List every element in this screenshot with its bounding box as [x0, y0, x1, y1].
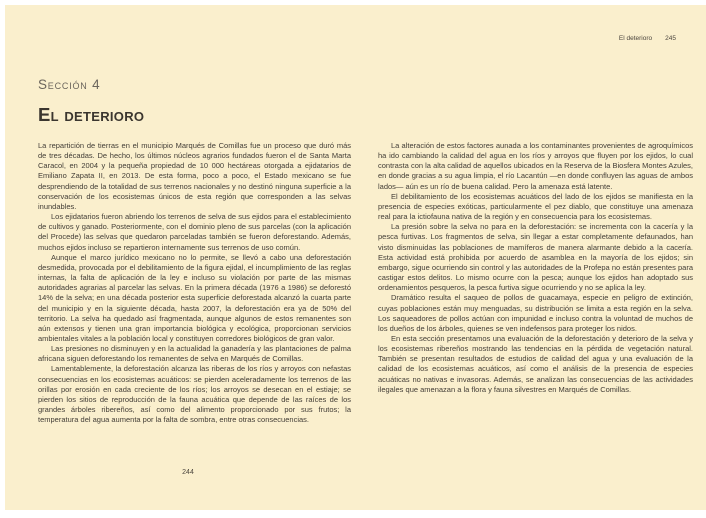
paragraph: En esta sección presentamos una evaluación de la deforestación y deterioro de la selva y los ecosistemas ribereños mostrando las tendencias en la pérdida de vegetación natural. También se presentan resultados de estudios de calidad del agua y una evaluación de la calidad de los ecosistemas acuáticos, así como el análisis de la presencia de especies acuáticas no nativas e invasoras. Además, se analizan las consecuencias de las actividades ilegales que amenazan a la flora y fauna silvestres en Marqués de Comillas.: [378, 333, 693, 394]
paragraph: Las presiones no disminuyen y en la actualidad la ganadería y las plantaciones de palma africana siguen deforestando los remanentes de selva en Marqués de Comillas.: [38, 344, 351, 364]
right-page-body: [378, 141, 693, 395]
paragraph: La repartición de tierras en el municipio Marqués de Comillas fue un proceso que duró más de tres décadas. De hecho, los últimos núcleos agrarios fundados fueron el de Santa Marta Caracol, en 2004 y la pequeña propiedad de 10 000 hectáreas otorgada a ejidatarios de Emiliano Zapata II, en 2013. De esta forma, poco a poco, el Estado mexicano se fue desprendiendo de la totalidad de sus terrenos nacionales y no destinó ninguna superficie a la conservación de los ecosistemas únicos de esta región que corresponden a las selvas inundables.: [38, 141, 351, 211]
left-page-body: [38, 141, 351, 425]
running-header-title: El deterioro: [618, 35, 653, 42]
paragraph: La presión sobre la selva no para en la deforestación: se incrementa con la cacería y la pesca furtivas. Los fragmentos de selva, sin llegar a estar completamente defaunados, han visto disminuidas las poblaciones de mamíferos de manera alarmante debido a la cacería. Esta actividad está prohibida por acuerdo de asamblea en la mayoría de los ejidos; sin embargo, sigue ocurriendo sin control y las autoridades de la Profepa no están presentes para castigar estos delitos. Lo mismo ocurre con la pesca; aunque los ejidos han adoptado sus ordenamientos pesqueros, la pesca furtiva sigue ocurriendo y no se aplica la ley.: [378, 222, 693, 293]
page-number-right: 245: [665, 35, 676, 42]
paragraph: Aunque el marco jurídico mexicano no lo permite, se llevó a cabo una deforestación desmedida, provocada por el debilitamiento de la figura ejidal, el incumplimiento de las reglas internas, la falta de aplicación de la ley e incluso su violación por parte de las mismas autoridades agrarias al parcelar las selvas. En la primera década (1976 a 1986) se deforestó 14% de la selva; en una década posterior esta superficie deforestada alcanzó la cuarta parte del municipio y en la siguiente década, hasta 2007, la deforestación era ya de 50% del territorio. La selva ha quedado así fragmentada, aunque algunos de estos remanentes son aún extensos y tienen una gran importancia biológica y ecológica, proporcionan servicios ambientales vitales a la población local y constituyen corredores biológicos de gran valor.: [38, 252, 351, 343]
paragraph: Los ejidatarios fueron abriendo los terrenos de selva de sus ejidos para el establecimiento de cultivos y ganado. Posteriormente, con el dominio pleno de sus parcelas (con la aplicación del Procede) las selvas que quedaron parceladas también se fueron deforestando. Además, muchos ejidos incluso se repartieron internamente sus terrenos de uso común.: [38, 212, 351, 252]
page-title: El deterioro: [38, 104, 145, 125]
left-page-column: [38, 5, 351, 518]
paragraph: Lamentablemente, la deforestación alcanza las riberas de los ríos y arroyos con nefastas consecuencias en los ecosistemas acuáticos: se pierden aceleradamente los terrenos de las orillas por erosión en cada creciente de los ríos; los arroyos se desecan en el estiaje; se pierden los sitios de reproducción de la fauna acuática que depende de las raíces de los grandes árboles ribereños, así como del alimento proporcionado por sus frutos; la temperatura del agua aumenta por la falta de sombra, entre otras consecuencias.: [38, 364, 351, 425]
right-page-column: [378, 5, 693, 518]
paragraph: La alteración de estos factores aunada a los contaminantes provenientes de agroquímicos ha ido cambiando la calidad del agua en los ríos y arroyos que fluyen por los ejidos, lo cual contrasta con la alta calidad de aquellos ubicados en la Reserva de la Biosfera Montes Azules, en donde gracias a su agua limpia, el río Lacantún —en donde confluyen las aguas de ambos lados— aún es un río de buena calidad. Pero la amenaza está latente.: [378, 141, 693, 191]
section-label: Sección 4: [38, 77, 101, 92]
paragraph: Dramático resulta el saqueo de pollos de guacamaya, especie en peligro de extinción, cuyas poblaciones están muy menguadas, su distribución se limita a esta región en la selva. Los saqueadores de pollos actúan con impunidad e incluso contra la voluntad de muchos de los dueños de los árboles, quienes se ven indefensos para proteger los nidos.: [378, 293, 693, 333]
paragraph: El debilitamiento de los ecosistemas acuáticos del lado de los ejidos se manifiesta en la presencia de especies exóticas, particularmente el pez diablo, que constituye una amenaza real para la ictiofauna nativa de la región y en consecuencia para los ecosistemas.: [378, 191, 693, 222]
paper-spread: [5, 5, 706, 510]
page-number-left: 244: [182, 469, 194, 476]
